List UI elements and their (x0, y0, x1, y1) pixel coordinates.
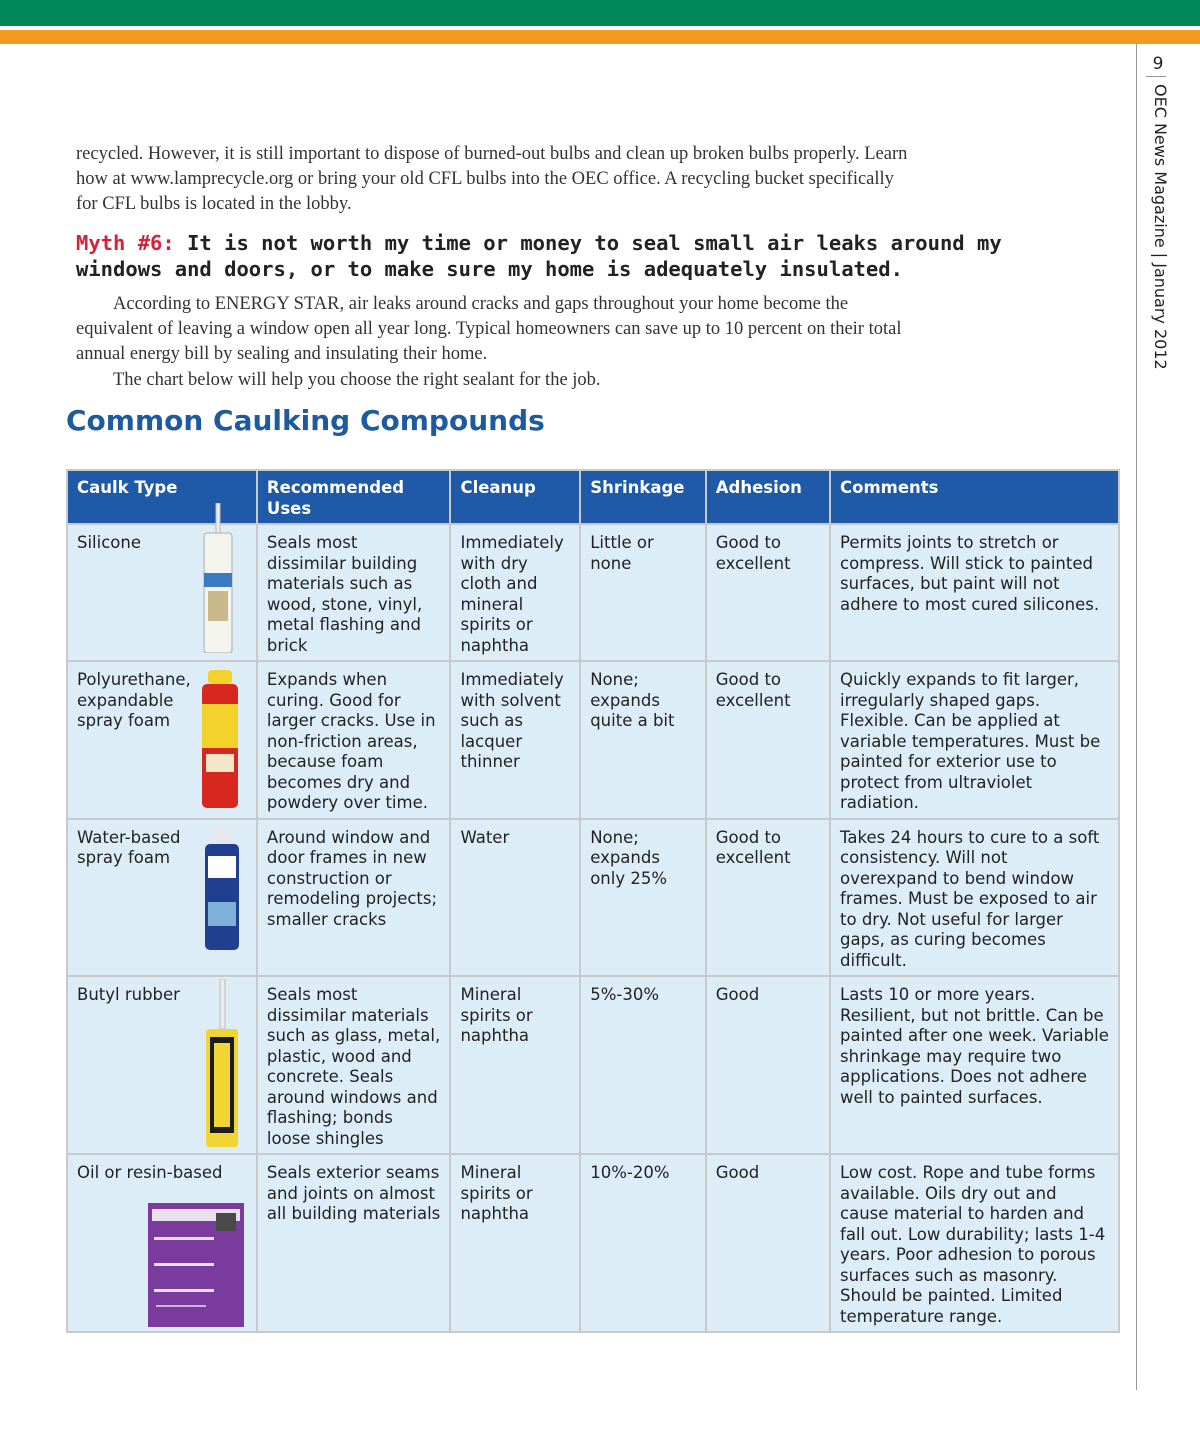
shrinkage-cell: 5%-30% (580, 976, 706, 1154)
table-title: Common Caulking Compounds (66, 404, 545, 437)
header-adhesion: Adhesion (706, 470, 830, 524)
table-row (67, 1154, 1119, 1332)
cleanup-cell: Mineral spirits or naphtha (450, 976, 580, 1154)
caulk-type-name: Polyurethane, expandable spray foam (77, 670, 191, 730)
header-recommended-uses: Recommended Uses (257, 470, 451, 524)
header-shrinkage: Shrinkage (580, 470, 706, 524)
adhesion-cell: Good to excellent (706, 819, 830, 977)
myth-line-1: It is not worth my time or money to seal small air leaks around my (174, 231, 1002, 255)
adhesion-cell: Good to excellent (706, 524, 830, 661)
caulk-type-name: Oil or resin-based (77, 1163, 223, 1182)
comments-cell: Lasts 10 or more years. Resilient, but not brittle. Can be painted after one week. Variable shrinkage may require two applications. Does not adhere well to painted surfaces. (830, 976, 1119, 1154)
caulk-type-cell (67, 524, 257, 661)
caulk-type-cell (67, 976, 257, 1154)
body-line: equivalent of leaving a window open all year long. Typical homeowners can save up to 10 percent on their total (76, 319, 902, 339)
shrinkage-cell: Little or none (580, 524, 706, 661)
side-label: OEC News Magazine | January 2012 (1151, 84, 1170, 370)
cleanup-cell: Immediately with dry cloth and mineral spirits or naphtha (450, 524, 580, 661)
energy-star-paragraph (76, 292, 1106, 367)
comments-cell: Quickly expands to fit larger, irregularly shaped gaps. Flexible. Can be applied at variable temperatures. Must be painted for exterior use to protect from ultraviolet radiation. (830, 661, 1119, 819)
cleanup-cell: Immediately with solvent such as lacquer thinner (450, 661, 580, 819)
comments-cell: Permits joints to stretch or compress. Will stick to painted surfaces, but paint will not adhere to most cured silicones. (830, 524, 1119, 661)
intro-paragraph (76, 142, 1106, 217)
header-caulk-type: Caulk Type (67, 470, 257, 524)
caulk-type-cell (67, 661, 257, 819)
myth-line-2: windows and doors, or to make sure my home is adequately insulated. (76, 257, 903, 281)
caulk-type-name: Butyl rubber (77, 985, 180, 1004)
shrinkage-cell: 10%-20% (580, 1154, 706, 1332)
caulk-type-cell (67, 1154, 257, 1332)
shrinkage-cell: None; expands quite a bit (580, 661, 706, 819)
header-orange-band (0, 30, 1200, 44)
adhesion-cell: Good (706, 1154, 830, 1332)
table-row (67, 976, 1119, 1154)
caulk-type-name: Silicone (77, 533, 142, 552)
header-cleanup: Cleanup (450, 470, 580, 524)
cleanup-cell: Water (450, 819, 580, 977)
chart-note-paragraph (76, 368, 1106, 393)
table-row (67, 819, 1119, 977)
page-number: 9 (1152, 54, 1164, 74)
adhesion-cell: Good to excellent (706, 661, 830, 819)
intro-line: how at www.lamprecycle.org or bring your old CFL bulbs into the OEC office. A recycling bucket specifically (76, 169, 894, 189)
uses-cell: Around window and door frames in new construction or remodeling projects; smaller cracks (257, 819, 451, 977)
myth-label: Myth #6: (76, 231, 175, 255)
intro-line: recycled. However, it is still important to dispose of burned-out bulbs and clean up broken bulbs properly. Learn (76, 144, 908, 164)
butyl-tube-icon (202, 979, 242, 1149)
uses-cell: Seals exterior seams and joints on almost all building materials (257, 1154, 451, 1332)
water-foam-can-icon (202, 828, 242, 952)
silicone-tube-icon (198, 503, 238, 653)
body-line: annual energy bill by sealing and insulating their home. (76, 344, 488, 364)
comments-cell: Takes 24 hours to cure to a soft consistency. Will not overexpand to bend window frames. Must be exposed to air to dry. Not useful for larger gaps, as curing becomes difficult. (830, 819, 1119, 977)
uses-cell: Seals most dissimilar materials such as glass, metal, plastic, wood and concrete. Seals around windows and flashing; bonds loose shingles (257, 976, 451, 1154)
body-line: According to ENERGY STAR, air leaks around cracks and gaps throughout your home become the (113, 294, 849, 314)
table-row (67, 524, 1119, 661)
spray-foam-can-icon (198, 670, 242, 810)
shrinkage-cell: None; expands only 25% (580, 819, 706, 977)
myth-heading (76, 230, 1116, 282)
uses-cell: Expands when curing. Good for larger cracks. Use in non-friction areas, because foam becomes dry and powdery over time. (257, 661, 451, 819)
caulk-type-cell (67, 819, 257, 977)
uses-cell: Seals most dissimilar building materials such as wood, stone, vinyl, metal flashing and brick (257, 524, 451, 661)
comments-cell: Low cost. Rope and tube forms available. Oils dry out and cause material to harden and fall out. Low durability; lasts 1-4 years. Poor adhesion to porous surfaces such as masonry. Should be painted. Limited temperature range. (830, 1154, 1119, 1332)
cleanup-cell: Mineral spirits or naphtha (450, 1154, 580, 1332)
side-rule (1136, 44, 1137, 1390)
caulking-table (66, 469, 1120, 1333)
adhesion-cell: Good (706, 976, 830, 1154)
table-row (67, 661, 1119, 819)
chart-note: The chart below will help you choose the right sealant for the job. (113, 370, 601, 390)
intro-line: for CFL bulbs is located in the lobby. (76, 194, 352, 214)
side-divider (1146, 76, 1166, 77)
weatherstrip-box-icon (148, 1203, 244, 1327)
header-comments: Comments (830, 470, 1119, 524)
caulk-type-name: Water-based spray foam (77, 827, 181, 867)
header-green-band (0, 0, 1200, 26)
